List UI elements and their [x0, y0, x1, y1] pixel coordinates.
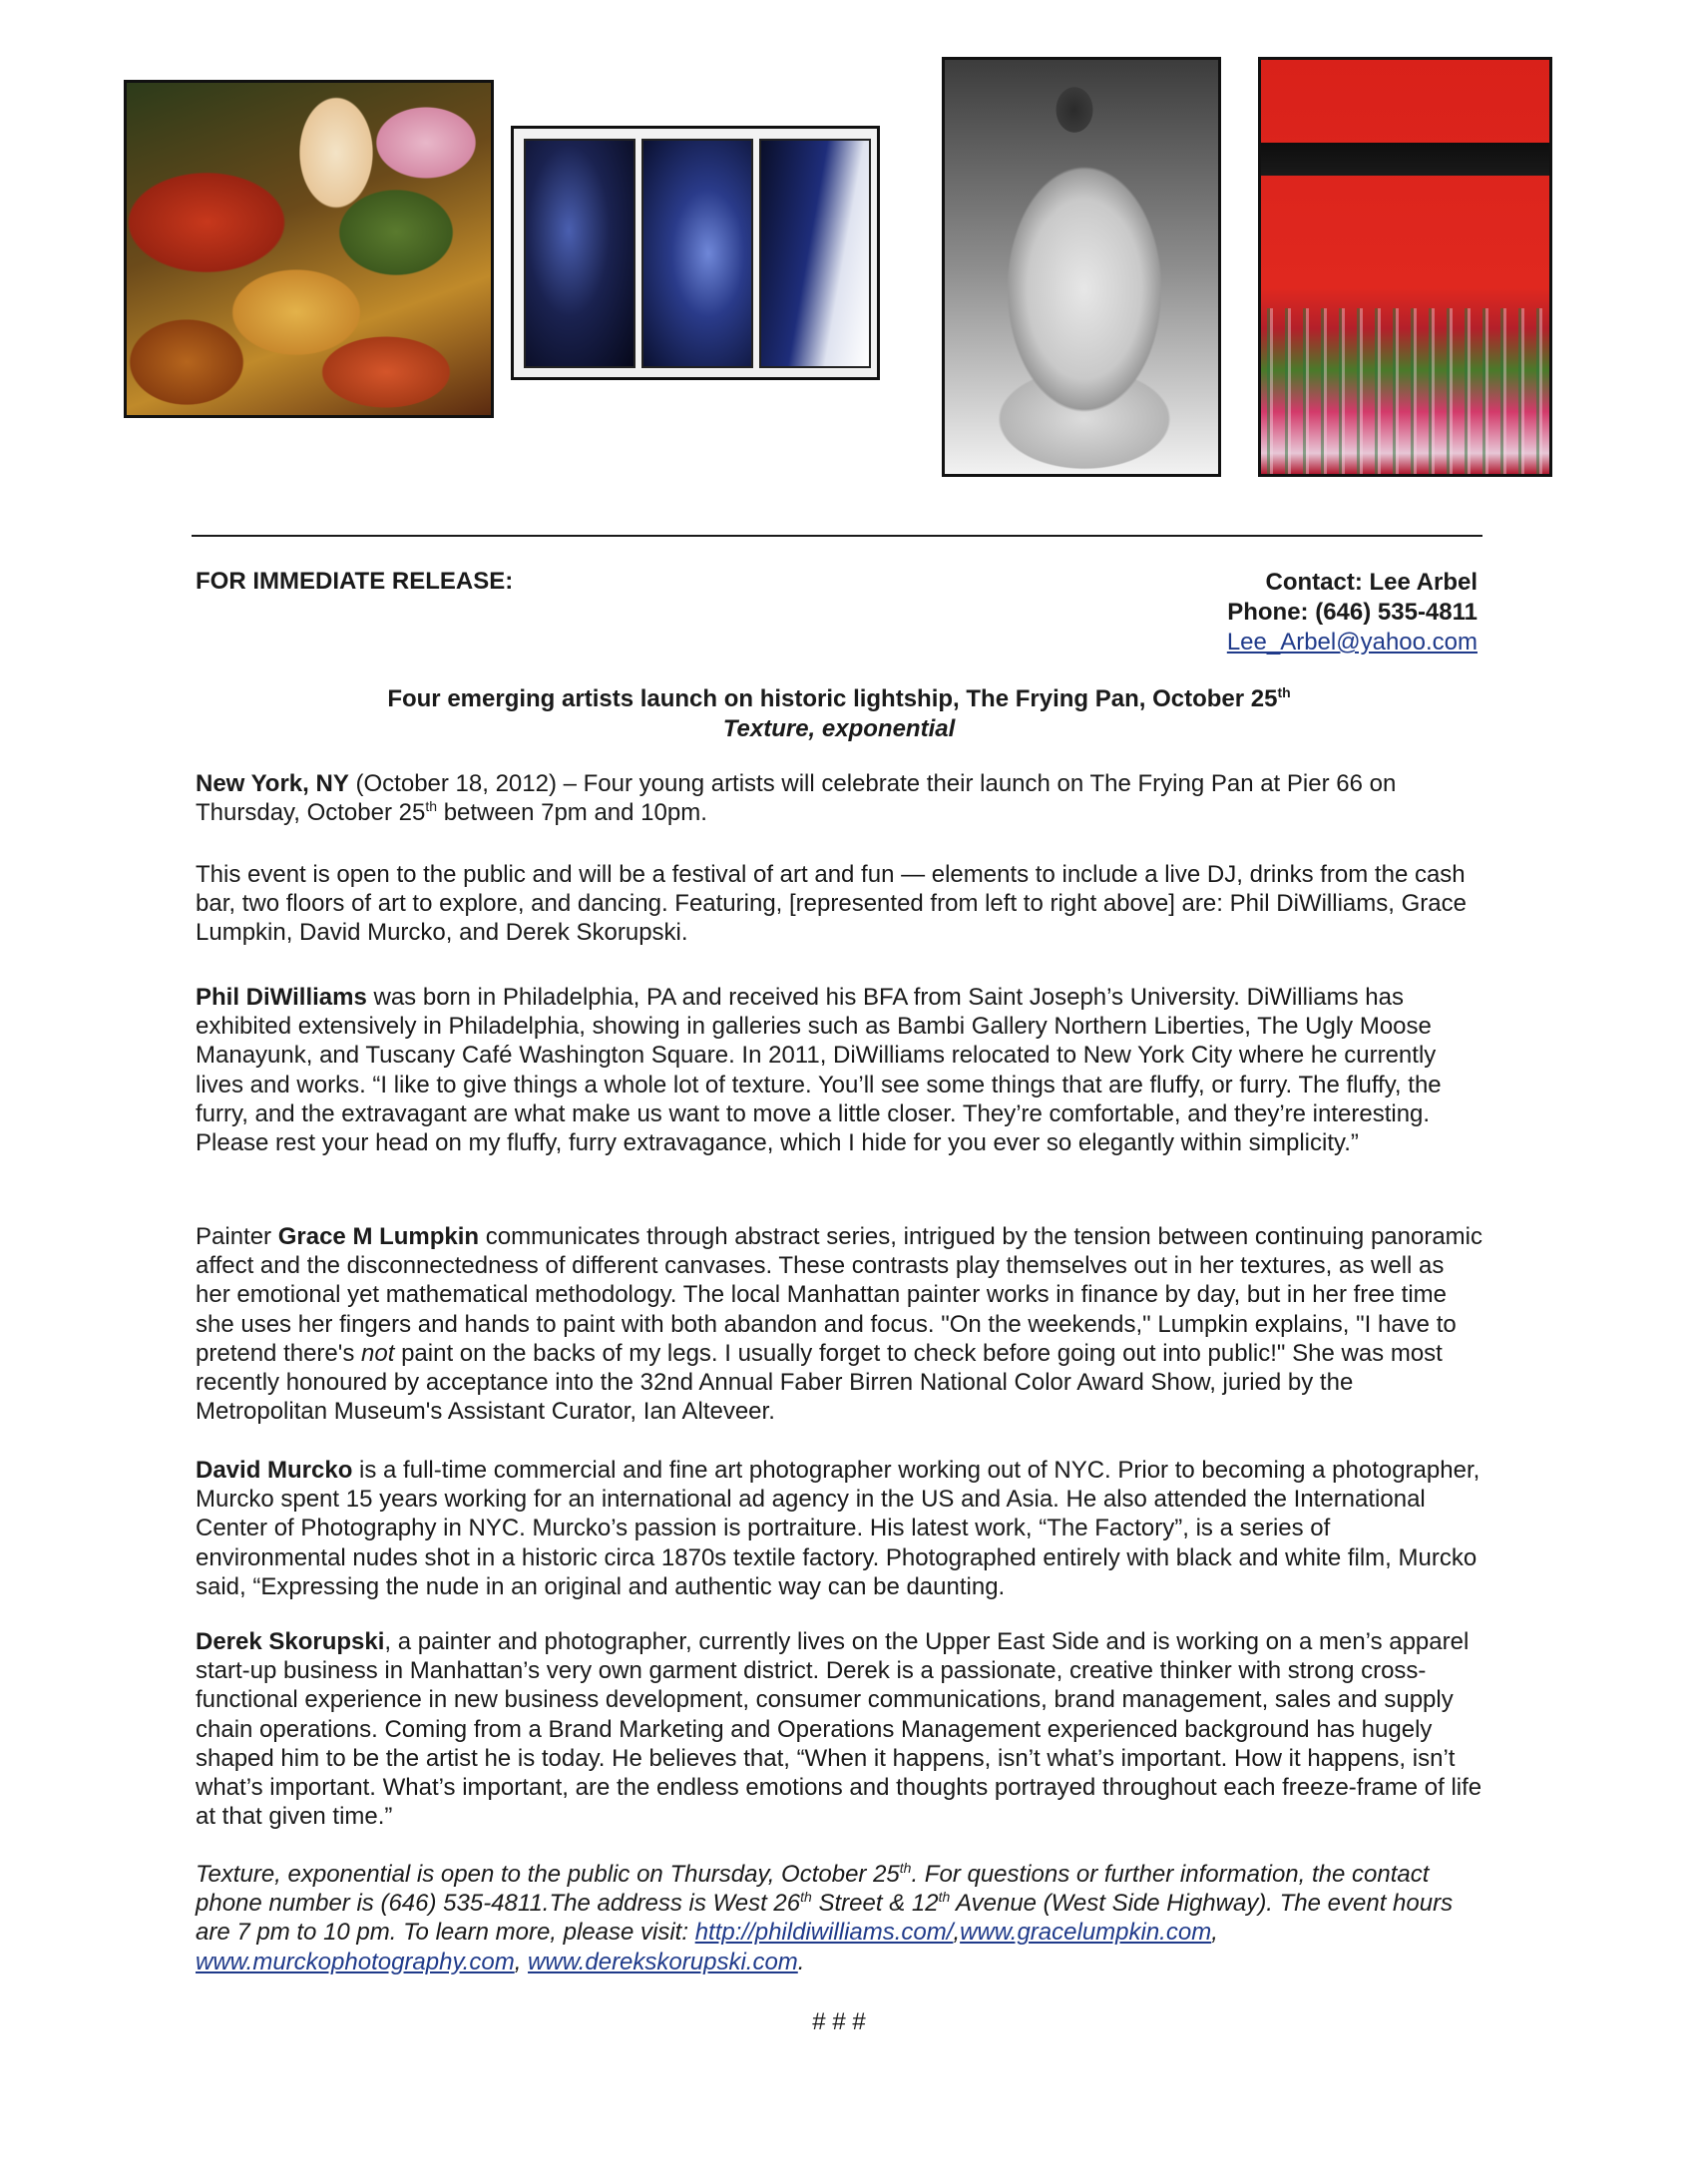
paragraph-event: This event is open to the public and will be a festival of art and fun — elements to include a live DJ, drinks from the cash bar, two floors of art to explore, and dancing. Featuring, [represented from left to right above] are: Phil DiWilliams, Grace Lumpkin, David Murcko, and Derek Skorupski.: [196, 861, 1467, 947]
headline-title: Four emerging artists launch on historic lightship, The Frying Pan, October 25th: [387, 684, 1291, 712]
paragraph-phil-diwilliams: Phil DiWilliams was born in Philadelphia, PA and received his BFA from Saint Joseph’s University. DiWilliams has exhibited extensively in Philadelphia, showing in galleries such as Bambi Gallery Northern Liberties, The Ugly Moose Manayunk, and Tuscany Café Washington Square. In 2011, DiWilliams relocated to New York City where he currently lives and works. “I like to give things a whole lot of texture. You’ll see some things that are fluffy, or furry. The fluffy, the furry, and the extravagant are what make us want to move a little closer. They’re comfortable, and they’re interesting. Please rest your head on my fluffy, furry extravagance, which I hide for you ever so elegantly within simplicity.”: [196, 984, 1442, 1157]
header-rule: [192, 535, 1482, 537]
link-phildiwilliams[interactable]: http://phildiwilliams.com/: [694, 1919, 954, 1947]
paragraph-grace-lumpkin: Painter Grace M Lumpkin communicates through abstract series, intrigued by the tension between continuing panoramic affect and the disconnectedness of different canvases. These contrasts play themselves out in her textures, as well as her emotional yet mathematical methodology. The local Manhattan painter works in finance by day, but in her free time she uses her fingers and hands to paint with both abandon and focus. "On the weekends," Lumpkin explains, "I have to pretend there's not paint on the backs of my legs. I usually forget to check before going out into public!" She was most recently honoured by acceptance into the 32nd Annual Faber Birren National Color Award Show, juried by the Metropolitan Museum's Assistant Curator, Ian Alteveer.: [196, 1223, 1482, 1426]
paragraph-closing: Texture, exponential is open to the public on Thursday, October 25th. For questions or further information, the contact phone number is (646) 535-4811.The address is West 26th Street & 12th Avenue (West Side Highway). The event hours are 7 pm to 10 pm. To learn more, please visit: http://phildiwilliams.com/,www.gracelumpkin.com, www.murckophotography.com, www.derekskorupski.com.: [196, 1860, 1454, 1975]
photograph-murcko: [942, 57, 1221, 477]
triptych-lumpkin: [511, 126, 880, 380]
paragraph-derek-skorupski: Derek Skorupski, a painter and photographer, currently lives on the Upper East Side and is working on a men’s apparel start-up business in Manhattan’s very own garment district. Derek is a passionate, creative thinker with strong cross-functional experience in new business development, consumer communications, brand management, sales and supply chain operations. Coming from a Brand Marketing and Operations Management experienced background has hugely shaped him to be the artist he is today. He believes that, “When it happens, isn’t what’s important. How it happens, isn’t what’s important. What’s important, are the endless emotions and thoughts portrayed throughout each freeze-frame of life at that given time.”: [196, 1628, 1482, 1831]
painting-skorupski: [1258, 57, 1552, 477]
paragraph-intro: New York, NY (October 18, 2012) – Four young artists will celebrate their launch on The Frying Pan at Pier 66 on Thursday, October 25th between 7pm and 10pm.: [196, 770, 1397, 827]
headline: [196, 684, 1482, 744]
link-murckophotography[interactable]: www.murckophotography.com: [196, 1948, 515, 1975]
headline-subtitle: Texture, exponential: [722, 715, 956, 742]
contact-name: Contact: Lee Arbel: [1265, 569, 1478, 596]
link-gracelumpkin[interactable]: www.gracelumpkin.com: [960, 1919, 1212, 1947]
contact-block: [1227, 568, 1478, 657]
paragraph-david-murcko: David Murcko is a full-time commercial and fine art photographer working out of NYC. Prior to becoming a photographer, Murcko spent 15 years working for an international ad agency in the US and Asia. He also attended the International Center of Photography in NYC. Murcko’s passion is portraiture. His latest work, “The Factory”, is a series of environmental nudes shot in a historic circa 1870s textile factory. Photographed entirely with black and white film, Murcko said, “Expressing the nude in an original and authentic way can be daunting.: [196, 1457, 1480, 1600]
triptych-panel-right: [759, 139, 871, 368]
painting-diwilliams: [124, 80, 494, 418]
contact-phone: Phone: (646) 535-4811: [1227, 599, 1478, 626]
release-label: FOR IMMEDIATE RELEASE:: [196, 568, 514, 595]
triptych-panel-left: [524, 139, 635, 368]
triptych-panel-center: [641, 139, 753, 368]
contact-email-link[interactable]: Lee_Arbel@yahoo.com: [1226, 629, 1478, 655]
link-derekskorupski[interactable]: www.derekskorupski.com: [528, 1948, 798, 1975]
end-mark: # # #: [812, 2008, 866, 2035]
